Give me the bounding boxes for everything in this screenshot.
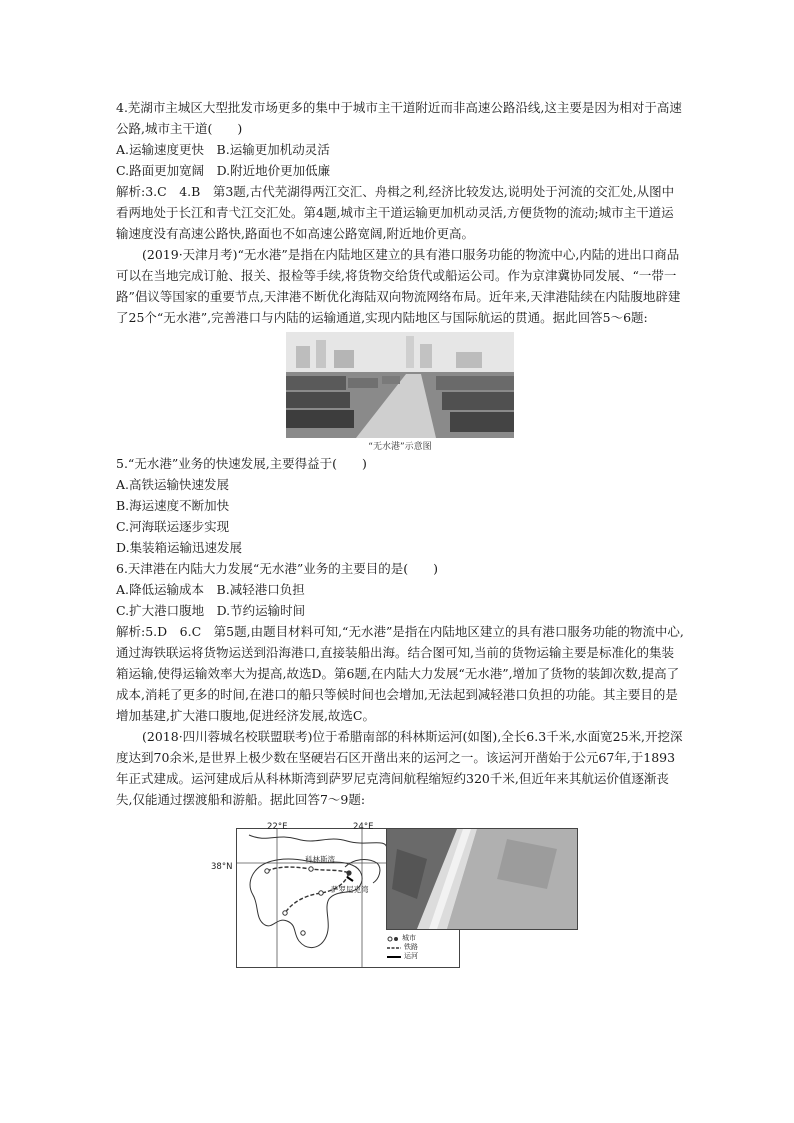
map-longitude-22e: 22°E xyxy=(267,822,288,832)
question-6-options-row1 xyxy=(116,579,684,600)
rail-symbol-icon xyxy=(387,944,401,952)
city-symbol-icon xyxy=(387,935,399,943)
map-latitude-38n: 38°N xyxy=(211,862,233,872)
legend-item-city: 城市 xyxy=(387,934,418,943)
question-6-stem: 6.天津港在内陆大力发展“无水港”业务的主要目的是( ) xyxy=(116,561,438,576)
question-6-option-a: A.降低运输成本 xyxy=(116,582,205,597)
question-4-option-b: B.运输更加机动灵活 xyxy=(216,142,330,157)
question-4-options-row2 xyxy=(116,160,684,181)
figure-dry-port-caption: “无水港”示意图 xyxy=(368,442,432,452)
question-4-option-c: C.路面更加宽阔 xyxy=(116,163,205,178)
question-6-option-c: C.扩大港口腹地 xyxy=(116,603,205,618)
document-body xyxy=(116,97,684,968)
analysis-5-6: 解析:5.D 6.C 第5题,由题目材料可知,“无水港”是指在内陆地区建立的具有港口服务功能的物流中心,通过海铁联运将货物运送到沿海港口,直接装船出海。结合图可知,当前的货物运输主要是标准化的集装箱运输,使得运输效率大为提高,故选D。第6题,在内陆大力发展“无水港”,增加了货物的装卸次数,提高了成本,消耗了更多的时间,在港口的船只等候时间也会增加,无法起到减轻港口负担的功能。其主要目的是增加基建,扩大港口腹地,促进经济发展,故选C。 xyxy=(116,624,684,723)
container-yard-illustration xyxy=(286,332,514,438)
map-label-corinth-gulf: 科林斯湾 xyxy=(305,855,335,864)
canal-symbol-icon xyxy=(387,953,401,961)
figure-dry-port xyxy=(286,332,514,453)
question-5-option-a: A.高铁运输快速发展 xyxy=(116,477,230,492)
passage-dry-port: (2019·天津月考)“无水港”是指在内陆地区建立的具有港口服务功能的物流中心,内陆的进出口商品可以在当地完成订舱、报关、报检等手续,将货物交给货代或船运公司。作为京津冀协同发展、“一带一路”倡议等国家的重要节点,天津港不断优化海陆双向物流网络布局。近年来,天津港陆续在内陆腹地辟建了25个“无水港”,完善港口与内陆的运输通道,实现内陆地区与国际航运的贯通。据此回答5～6题: xyxy=(116,247,681,325)
analysis-3-4: 解析:3.C 4.B 第3题,古代芜湖得两江交汇、舟楫之利,经济比较发达,说明处于河流的交汇处,从图中看两地处于长江和青弋江交汇处。第4题,城市主干道运输更加机动灵活,方便货物的流动;城市主干道运输速度没有高速公路快,路面也不如高速公路宽阔,附近地价更高。 xyxy=(116,184,675,241)
question-5-option-c: C.河海联运逐步实现 xyxy=(116,519,230,534)
map-label-saronic-gulf: 萨罗尼克湾 xyxy=(331,885,369,894)
passage-corinth-canal: (2018·四川蓉城名校联盟联考)位于希腊南部的科林斯运河(如图),全长6.3千米,水面宽25米,开挖深度达到70余米,是世界上极少数在坚硬岩石区开凿出来的运河之一。该运河开凿始于公元67年,于1893年正式建成。运河建成后从科林斯湾到萨罗尼克湾间航程缩短约320千米,但近年来其航运价值逐渐丧失,仅能通过摆渡船和游船。据此回答7～9题: xyxy=(116,729,683,807)
question-4-option-a: A.运输速度更快 xyxy=(116,142,205,157)
question-6-option-b: B.减轻港口负担 xyxy=(216,582,305,597)
canal-aerial-photo xyxy=(386,828,578,930)
canal-aerial-illustration xyxy=(387,829,577,929)
map-longitude-24e: 24°E xyxy=(353,822,374,832)
question-5-stem: 5.“无水港”业务的快速发展,主要得益于( ) xyxy=(116,456,367,471)
legend-item-canal: 运河 xyxy=(387,952,418,961)
legend-item-rail: 铁路 xyxy=(387,943,418,952)
question-4-options-row1 xyxy=(116,139,684,160)
question-6-option-d: D.节约运输时间 xyxy=(216,603,306,618)
dry-port-photo xyxy=(286,332,514,438)
question-5-option-b: B.海运速度不断加快 xyxy=(116,498,230,513)
question-6-options-row2 xyxy=(116,600,684,621)
map-legend xyxy=(387,934,418,961)
question-5-option-d: D.集装箱运输迅速发展 xyxy=(116,540,243,555)
question-4-option-d: D.附近地价更加低廉 xyxy=(216,163,331,178)
question-4-stem: 4.芜湖市主城区大型批发市场更多的集中于城市主干道附近而非高速公路沿线,这主要是因为相对于高速公路,城市主干道( ) xyxy=(116,100,682,136)
figure-corinth-canal xyxy=(211,818,576,968)
